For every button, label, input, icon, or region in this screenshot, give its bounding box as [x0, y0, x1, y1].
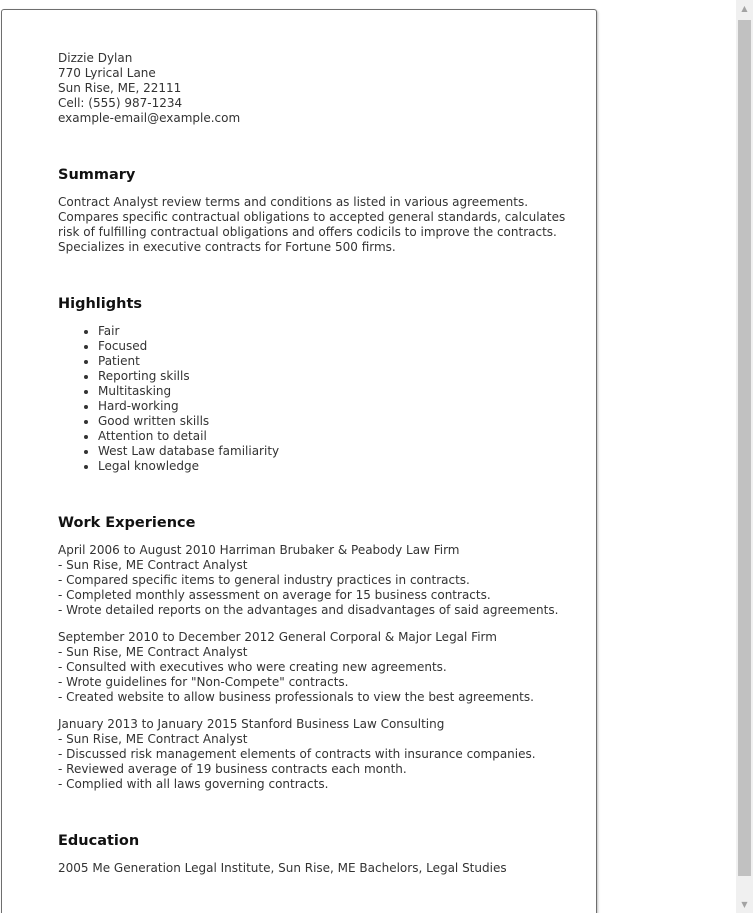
contact-city: Sun Rise, ME, 22111: [58, 81, 182, 95]
highlight-item: • Reporting skills: [98, 369, 578, 384]
scroll-up-arrow-icon[interactable]: ▲: [741, 4, 748, 13]
job-line: - Sun Rise, ME Contract Analyst: [58, 558, 248, 572]
contact-street: 770 Lyrical Lane: [58, 66, 156, 80]
highlights-heading: Highlights: [58, 296, 143, 312]
job-line: - Created website to allow business professionals to view the best agreements.: [58, 690, 534, 704]
job-line: - Compared specific items to general industry practices in contracts.: [58, 573, 470, 587]
education-heading: Education: [58, 833, 140, 849]
education-entry: 2005 Me Generation Legal Institute, Sun Rise, ME Bachelors, Legal Studies: [58, 861, 507, 875]
highlight-item: • Good written skills: [98, 414, 578, 429]
job-line: - Consulted with executives who were creating new agreements.: [58, 660, 447, 674]
highlight-item: • Focused: [98, 339, 578, 354]
contact-name: Dizzie Dylan: [58, 51, 133, 65]
summary-text: Contract Analyst review terms and conditions as listed in various agreements. Compares specific contractual obligations to accepted general standards, calculates risk of fulfilling contractual obligations and offers codicils to improve the contracts. Specializes in executive contracts for Fortune 500 firms.: [58, 195, 566, 254]
job-header: January 2013 to January 2015 Stanford Business Law Consulting: [58, 717, 445, 731]
job-line: - Sun Rise, ME Contract Analyst: [58, 645, 248, 659]
job-line: - Reviewed average of 19 business contracts each month.: [58, 762, 407, 776]
work-experience-heading: Work Experience: [58, 515, 196, 531]
contact-email: example-email@example.com: [58, 111, 241, 125]
highlight-item: • Fair: [98, 324, 578, 339]
job-line: - Discussed risk management elements of contracts with insurance companies.: [58, 747, 536, 761]
job-header: September 2010 to December 2012 General Corporal & Major Legal Firm: [58, 630, 497, 644]
scrollbar-thumb[interactable]: [738, 20, 751, 876]
job-line: - Completed monthly assessment on average for 15 business contracts.: [58, 588, 491, 602]
contact-block: [58, 51, 578, 126]
highlight-item: • Multitasking: [98, 384, 578, 399]
highlights-list: [58, 324, 578, 474]
contact-cell: Cell: (555) 987-1234: [58, 96, 183, 110]
highlight-item: • Patient: [98, 354, 578, 369]
job-line: - Complied with all laws governing contracts.: [58, 777, 329, 791]
scroll-down-arrow-icon[interactable]: ▼: [741, 900, 748, 909]
highlight-item: • Legal knowledge: [98, 459, 578, 474]
highlight-item: • Attention to detail: [98, 429, 578, 444]
job-header: April 2006 to August 2010 Harriman Brubaker & Peabody Law Firm: [58, 543, 460, 557]
job-entry: [58, 717, 578, 792]
resume-document: [1, 9, 597, 913]
job-line: - Wrote guidelines for "Non-Compete" contracts.: [58, 675, 349, 689]
highlight-item: • West Law database familiarity: [98, 444, 578, 459]
job-line: - Wrote detailed reports on the advantages and disadvantages of said agreements.: [58, 603, 559, 617]
job-entry: [58, 630, 578, 705]
summary-heading: Summary: [58, 167, 136, 183]
vertical-scrollbar[interactable]: [736, 0, 753, 913]
job-entry: [58, 543, 578, 618]
resume-content: [58, 51, 578, 876]
highlight-item: • Hard-working: [98, 399, 578, 414]
job-line: - Sun Rise, ME Contract Analyst: [58, 732, 248, 746]
